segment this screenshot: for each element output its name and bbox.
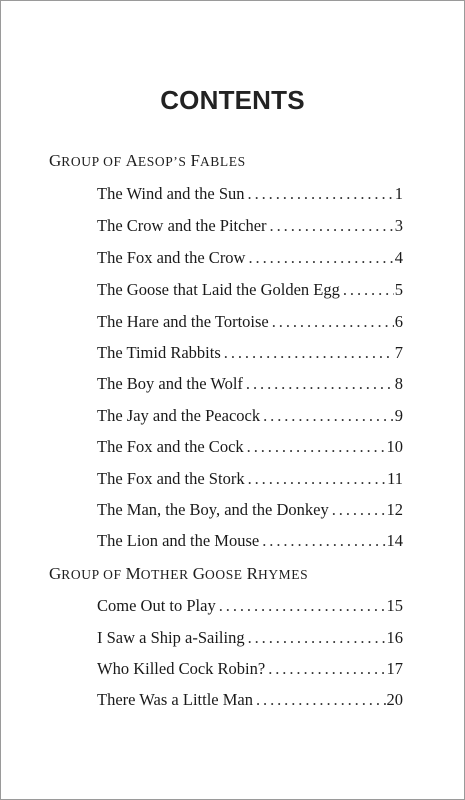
toc-entry-page: 11 — [387, 469, 403, 488]
group-heading-mother-goose-rhymes — [49, 564, 308, 584]
toc-entry[interactable] — [97, 216, 403, 236]
leader-dots — [247, 437, 386, 457]
leader-dots — [263, 406, 394, 426]
leader-dots — [272, 312, 394, 332]
toc-entry-page: 6 — [394, 312, 403, 331]
toc-entry-title: Who Killed Cock Robin? — [97, 659, 266, 678]
toc-entry-page: 5 — [394, 280, 403, 299]
toc-entry[interactable] — [97, 437, 403, 457]
toc-entry[interactable] — [97, 406, 403, 426]
toc-entry-page: 14 — [386, 531, 403, 550]
toc-entry-title: The Timid Rabbits — [97, 343, 221, 362]
toc-entry-page: 10 — [386, 437, 403, 456]
toc-entry[interactable] — [97, 659, 403, 679]
leader-dots — [343, 280, 394, 300]
toc-entry-page: 17 — [386, 659, 403, 678]
toc-entry-title: The Fox and the Crow — [97, 248, 246, 267]
toc-entry-title: The Fox and the Stork — [97, 469, 245, 488]
toc-entry[interactable] — [97, 500, 403, 520]
toc-entry-page: 4 — [394, 248, 403, 267]
toc-entry-title: There Was a Little Man — [97, 690, 253, 709]
toc-entry-page: 1 — [394, 184, 403, 203]
toc-entry-page: 3 — [394, 216, 403, 235]
leader-dots — [246, 374, 394, 394]
toc-entry[interactable] — [97, 343, 403, 363]
toc-entry-title: The Wind and the Sun — [97, 184, 245, 203]
leader-dots — [270, 216, 394, 236]
group-heading-text: GROUP OF AESOP’S FABLES — [49, 151, 246, 170]
group-heading-text: GROUP OF MOTHER GOOSE RHYMES — [49, 564, 309, 583]
toc-entry[interactable] — [97, 280, 403, 300]
toc-entry[interactable] — [97, 690, 403, 710]
leader-dots — [248, 248, 393, 268]
leader-dots — [248, 469, 387, 489]
toc-entry-title: Come Out to Play — [97, 596, 216, 615]
toc-entry-page: 7 — [394, 343, 403, 362]
leader-dots — [248, 628, 386, 648]
toc-entry-title: The Lion and the Mouse — [97, 531, 260, 550]
leader-dots — [224, 343, 394, 363]
toc-entry-page: 15 — [386, 596, 403, 615]
leader-dots — [332, 500, 386, 520]
toc-entry-page: 8 — [394, 374, 403, 393]
toc-entry-title: The Fox and the Cock — [97, 437, 244, 456]
toc-entry[interactable] — [97, 312, 403, 332]
toc-entry-title: The Boy and the Wolf — [97, 374, 243, 393]
toc-entry-title: I Saw a Ship a-Sailing — [97, 628, 245, 647]
toc-entry-title: The Hare and the Tortoise — [97, 312, 269, 331]
toc-entry[interactable] — [97, 184, 403, 204]
toc-entry-title: The Man, the Boy, and the Donkey — [97, 500, 329, 519]
toc-entry-title: The Jay and the Peacock — [97, 406, 261, 425]
toc-entry-title: The Goose that Laid the Golden Egg — [97, 280, 340, 299]
toc-entry-page: 16 — [386, 628, 403, 647]
leader-dots — [256, 690, 386, 710]
page-title: CONTENTS — [160, 85, 305, 115]
toc-entry[interactable] — [97, 628, 403, 648]
leader-dots — [262, 531, 385, 551]
toc-entry[interactable] — [97, 596, 403, 616]
toc-entry[interactable] — [97, 374, 403, 394]
toc-entry[interactable] — [97, 248, 403, 268]
toc-entry-page: 20 — [386, 690, 403, 709]
leader-dots — [219, 596, 386, 616]
toc-entry-page: 12 — [386, 500, 403, 519]
group-heading-aesops-fables — [49, 151, 246, 171]
toc-entry-title: The Crow and the Pitcher — [97, 216, 267, 235]
leader-dots — [248, 184, 394, 204]
toc-entry[interactable] — [97, 469, 403, 489]
toc-entry-page: 9 — [394, 406, 403, 425]
toc-entry[interactable] — [97, 531, 403, 551]
leader-dots — [268, 659, 385, 679]
